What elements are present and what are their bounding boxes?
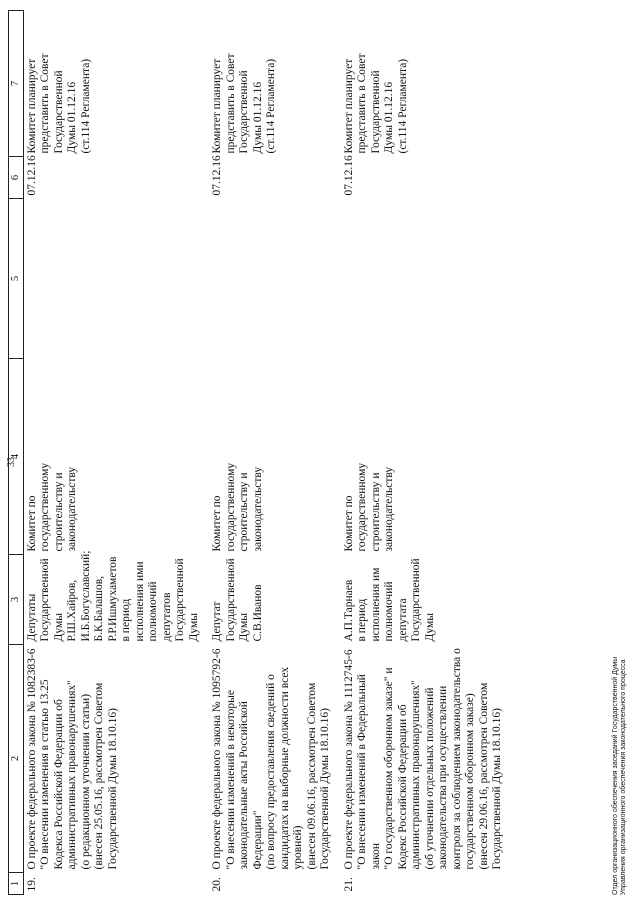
column-number: 2 (9, 645, 24, 873)
column-number: 6 (9, 157, 24, 199)
page-number: 33 (6, 457, 17, 467)
responsible-committee: Комитет по государственному строительству и законодательству (25, 462, 78, 552)
footer (612, 657, 628, 895)
bill-subject: О проекте федерального закона № 1112745-6 "О внесении изменений в Федеральный закон "О государственном оборонном заказе" и Кодекс Российской Федерации об административных правонарушениях" (об уточнении отдельных положений законодательства при осуществлении контроля за соблюдением законодательства о государственном оборонном заказе) (внесен 29.06.16, рассмотрен Советом Государственной Думы 18.10.16) (342, 648, 503, 870)
column-number: 3 (9, 555, 24, 645)
responsible-committee: Комитет по государственному строительству и законодательству (342, 462, 395, 552)
footer-line-directorate: Управления организационного обеспечения законодательного процесса (620, 659, 627, 895)
table-row (209, 11, 341, 895)
column-5-cell (23, 199, 209, 359)
review-date: 07.12.16 (342, 155, 355, 196)
column-number-row (9, 11, 24, 895)
responsible-committee: Комитет по государственному строительству и законодательству (211, 462, 264, 552)
review-date: 07.12.16 (25, 155, 38, 196)
row-number: 21. (342, 877, 355, 892)
column-number: 5 (9, 199, 24, 359)
table-row (341, 11, 513, 895)
review-date: 07.12.16 (211, 155, 223, 196)
bills-table (8, 10, 513, 895)
bill-subject: О проекте федерального закона № 1082383-6 "О внесении изменения в статью 13.25 Кодекса Российской Федерации об административных правонарушениях" (о редакционном уточнении статьи) (внесен 25.05.16, рассмотрен Советом Государственной Думы 18.10.16) (25, 648, 119, 870)
column-5-cell (209, 199, 341, 359)
column-number: 4 (9, 359, 24, 555)
column-5-cell (341, 199, 513, 359)
column-number: 1 (9, 873, 24, 895)
status-note: Комитет планирует представить в Совет Государственной Думы 01.12.16 (ст.114 Регламента) (25, 53, 92, 154)
bill-initiator: А.П.Тарнаев в период исполнения им полномочий депутата Государственной Думы (342, 558, 436, 642)
status-note: Комитет планирует представить в Совет Государственной Думы 01.12.16 (ст.114 Регламента) (211, 53, 277, 154)
row-number: 19. (25, 877, 38, 892)
table-row (23, 11, 209, 895)
status-note: Комитет планирует представить в Совет Государственной Думы 01.12.16 (ст.114 Регламента) (342, 53, 409, 154)
footer-line-department: Отдел организационного обеспечения заседаний Государственной Думы (612, 656, 619, 895)
bill-subject: О проекте федерального закона № 1095792-6 "О внесении изменений в некоторые законодательные акты Российской Федерации" (по вопросу предоставления сведений о кандидатах на выборные должности всех уровней) (внесен 09.06.16, рассмотрен Советом Государственной Думы 18.10.16) (211, 648, 331, 870)
bill-initiator: Депутаты Государственной Думы Р.Ш.Хайров, И.Б.Богуславский; Б.К.Балашов, Р.Р.Ишмухаметов в период исполнения ими полномочий депутатов Государственной Думы (25, 550, 200, 642)
bill-initiator: Депутат Государственной Думы С.В.Иванов (211, 558, 264, 642)
row-number: 20. (211, 877, 223, 892)
column-number: 7 (9, 11, 24, 157)
